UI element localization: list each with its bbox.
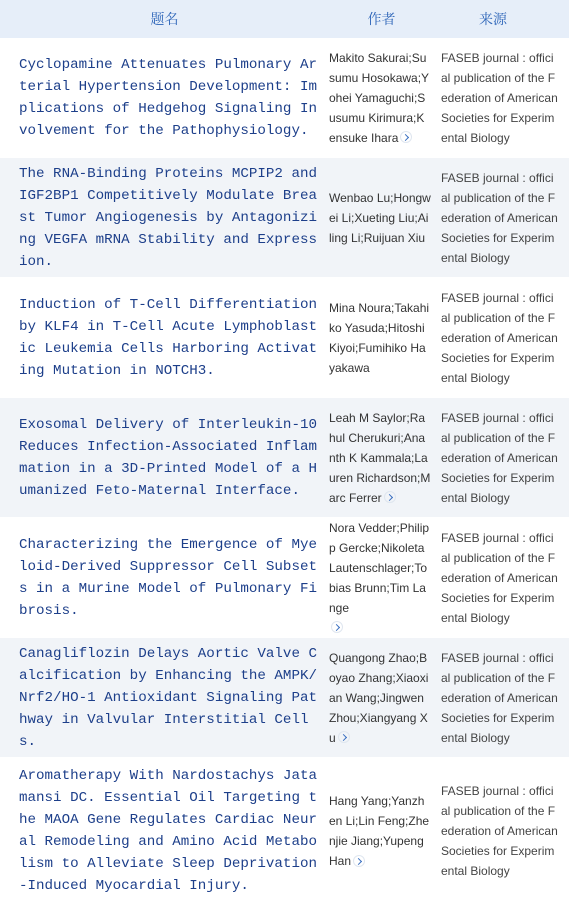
author-text: Makito Sakurai;Susumu Hosokawa;Yohei Yamaguchi;Susumu Kirimura;Kensuke Ihara bbox=[329, 50, 430, 145]
source-journal bbox=[435, 38, 559, 157]
chevron-right-circle-icon[interactable] bbox=[400, 131, 412, 143]
source-text: FASEB journal : official publication of the Federation of American Societies for Experimental Biology bbox=[441, 650, 558, 745]
column-header-source[interactable]: 来源 bbox=[479, 11, 507, 27]
article-title-text[interactable]: The RNA-Binding Proteins MCPIP2 and IGF2BP1 Competitively Modulate Breast Tumor Angiogenesis by Antagonizing VEGFA mRNA Stability and Expression. bbox=[19, 165, 317, 270]
table-row bbox=[0, 158, 569, 278]
table-row bbox=[0, 278, 569, 398]
article-title-link[interactable] bbox=[0, 638, 329, 757]
source-text: FASEB journal : official publication of the Federation of American Societies for Experimental Biology bbox=[441, 410, 558, 505]
article-title-text[interactable]: Canagliflozin Delays Aortic Valve Calcification by Enhancing the AMPK/Nrf2/HO-1 Antioxidant Signaling Pathway in Valvular Interstitial Cells. bbox=[19, 645, 317, 750]
author-text: Quangong Zhao;Boyao Zhang;Xiaoxian Wang;Jingwen Zhou;Xiangyang Xu bbox=[329, 650, 429, 745]
article-title-text[interactable]: Cyclopamine Attenuates Pulmonary Arterial Hypertension Development: Implications of Hedgehog Signaling Involvement for the Pathophysiology. bbox=[19, 56, 317, 139]
chevron-right-circle-icon[interactable] bbox=[353, 855, 365, 867]
source-text: FASEB journal : official publication of the Federation of American Societies for Experimental Biology bbox=[441, 50, 558, 145]
author-text: Mina Noura;Takahiko Yasuda;Hitoshi Kiyoi;Fumihiko Hayakawa bbox=[329, 300, 430, 375]
source-journal bbox=[435, 158, 559, 277]
author-list bbox=[329, 158, 435, 277]
article-title-text[interactable]: Exosomal Delivery of Interleukin-10 Reduces Infection-Associated Inflammation in a 3D-Printed Model of a Humanized Feto-Maternal Interface. bbox=[19, 416, 317, 499]
table-header bbox=[0, 0, 569, 38]
source-journal bbox=[435, 758, 559, 904]
article-title-link[interactable] bbox=[0, 278, 329, 397]
table-row bbox=[0, 638, 569, 758]
table-row bbox=[0, 38, 569, 158]
author-list bbox=[329, 398, 435, 517]
author-list bbox=[329, 638, 435, 757]
author-list bbox=[329, 518, 435, 637]
article-title-link[interactable] bbox=[0, 158, 329, 277]
source-text: FASEB journal : official publication of the Federation of American Societies for Experimental Biology bbox=[441, 170, 558, 265]
source-journal bbox=[435, 638, 559, 757]
article-title-link[interactable] bbox=[0, 398, 329, 517]
article-title-link[interactable] bbox=[0, 518, 329, 637]
source-text: FASEB journal : official publication of the Federation of American Societies for Experimental Biology bbox=[441, 290, 558, 385]
table-row bbox=[0, 758, 569, 905]
article-title-text[interactable]: Aromatherapy With Nardostachys Jatamansi DC. Essential Oil Targeting the MAOA Gene Regulates Cardiac Neural Remodeling and Amino Acid Metabolism to Alleviate Sleep Deprivation-Induced Myocardial Injury. bbox=[19, 768, 317, 894]
source-journal bbox=[435, 278, 559, 397]
article-title-text[interactable]: Induction of T-Cell Differentiation by KLF4 in T-Cell Acute Lymphoblastic Leukemia Cells Harboring Activating Mutation in NOTCH3. bbox=[19, 296, 317, 379]
column-header-author[interactable]: 作者 bbox=[367, 11, 396, 27]
article-title-text[interactable]: Characterizing the Emergence of Myeloid-Derived Suppressor Cell Subsets in a Murine Model of Pulmonary Fibrosis. bbox=[19, 536, 317, 619]
article-title-link[interactable] bbox=[0, 38, 329, 157]
author-text: Hang Yang;Yanzhen Li;Lin Feng;Zhenjie Jiang;Yupeng Han bbox=[329, 794, 430, 868]
column-header-title[interactable]: 题名 bbox=[150, 11, 179, 27]
chevron-right-circle-icon[interactable] bbox=[384, 491, 396, 503]
source-journal bbox=[435, 518, 559, 637]
author-list bbox=[329, 38, 435, 157]
author-text: Leah M Saylor;Rahul Cherukuri;Ananth K Kammala;Lauren Richardson;Marc Ferrer bbox=[329, 410, 431, 505]
author-text: Nora Vedder;Philipp Gercke;Nikoleta Lautenschlager;Tobias Brunn;Tim Lange bbox=[329, 520, 430, 615]
source-text: FASEB journal : official publication of the Federation of American Societies for Experimental Biology bbox=[441, 530, 558, 625]
author-text: Wenbao Lu;Hongwei Li;Xueting Liu;Ailing Li;Ruijuan Xiu bbox=[329, 190, 431, 245]
table-row bbox=[0, 518, 569, 638]
source-journal bbox=[435, 398, 559, 517]
author-list bbox=[329, 278, 435, 397]
author-list bbox=[329, 758, 435, 904]
article-title-link[interactable] bbox=[0, 758, 329, 904]
chevron-right-circle-icon[interactable] bbox=[338, 731, 350, 743]
chevron-right-circle-icon[interactable] bbox=[331, 621, 343, 633]
table-row bbox=[0, 398, 569, 518]
source-text: FASEB journal : official publication of the Federation of American Societies for Experimental Biology bbox=[441, 784, 558, 878]
